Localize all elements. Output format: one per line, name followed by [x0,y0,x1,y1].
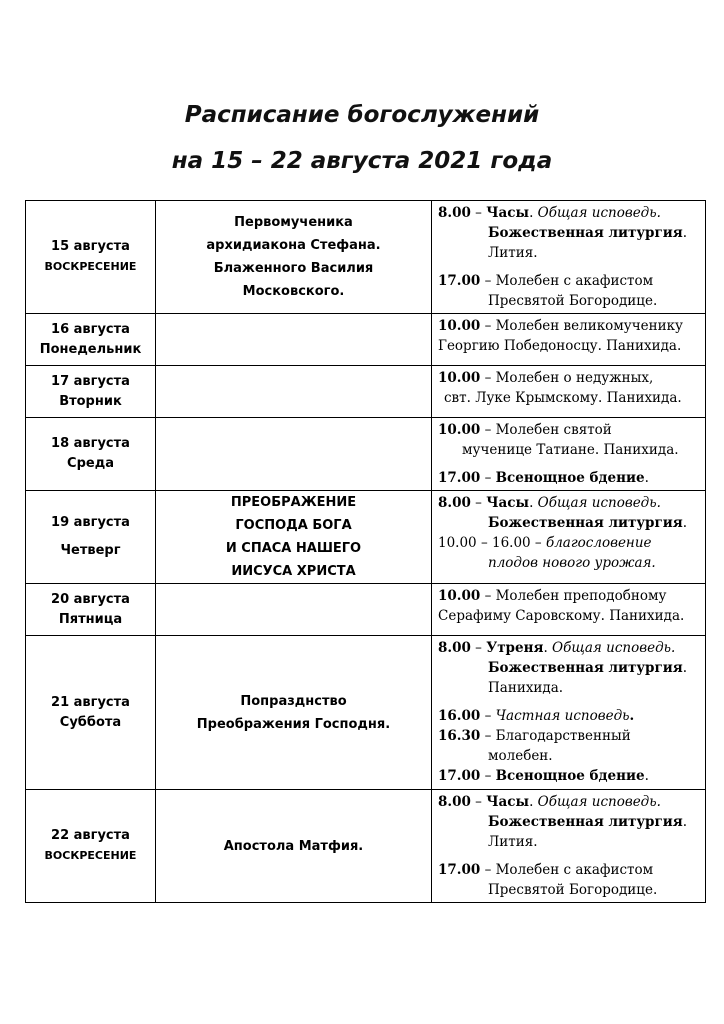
separator: . [682,660,688,676]
service-name: Божественная литургия [488,814,683,830]
service-line: Пресвятой Богородице. [488,882,658,898]
service-text: – Молебен великомученику [480,318,683,334]
service-time: 17.00 [438,862,481,878]
date-label: 16 августа [51,321,130,337]
service-name: Божественная литургия [488,660,683,676]
service-time: 8.00 [438,640,471,656]
feast-cell [156,636,432,790]
separator: . [529,205,538,221]
service-line [438,766,701,786]
table-row [26,790,706,903]
service-note: Общая исповедь. [552,640,676,656]
service-name: Всенощное бдение [495,470,645,486]
service-time: 8.00 [438,205,471,221]
feast-cell [156,790,432,903]
service-time: 10.00 [438,370,481,386]
service-line [438,638,701,658]
service-line [438,513,701,533]
weekday-label: Пятница [58,611,123,627]
dash: – [480,708,496,724]
separator: . [529,495,538,511]
service-text: – Молебен святой [480,422,612,438]
service-note: Общая исповедь. [537,794,661,810]
schedule-table [25,200,706,903]
service-time: 16.00 [438,708,481,724]
separator: . [682,225,688,241]
service-note: благословение [545,535,652,551]
service-name: Часы [486,205,530,221]
date-label: 21 августа [51,694,130,710]
services-cell [432,636,706,790]
service-line: Панихида. [488,680,564,696]
service-text: – Молебен преподобному [480,588,667,604]
service-text: – Молебен с акафистом [480,862,654,878]
date-cell [26,584,156,636]
date-label: 15 августа [51,239,130,254]
feast-cell [156,491,432,584]
date-cell [26,314,156,366]
separator: . [543,640,553,656]
table-row [26,418,706,491]
dash: – [470,640,487,656]
service-time: 17.00 [438,470,481,486]
feast-line: И СПАСА НАШЕГО [225,541,362,556]
dash: – [480,768,496,784]
service-name: Утреня [486,640,544,656]
feast-line: Попразднство [240,693,347,709]
feast-cell [156,584,432,636]
dash: – [480,470,496,486]
service-line: Лития. [488,245,538,261]
table-row [26,201,706,314]
service-line [438,468,701,488]
service-time: 10.00 [438,588,481,604]
services-cell [432,366,706,418]
services-cell [432,790,706,903]
service-time: 17.00 [438,768,481,784]
feast-line: Первомученика [234,215,353,230]
service-line [438,368,701,388]
service-line [438,792,701,812]
date-cell [26,201,156,314]
service-time: 10.00 [438,422,481,438]
service-name: Часы [486,794,530,810]
weekday-label: Вторник [59,393,122,409]
table-row [26,314,706,366]
separator: . [644,768,649,784]
services-cell [432,314,706,366]
services-cell [432,418,706,491]
page-subtitle: на 15 – 22 августа 2021 года [171,148,553,174]
service-name: Божественная литургия [488,225,683,241]
service-time: 10.00 [438,318,481,334]
service-text: – Молебен с акафистом [480,273,654,289]
service-time: 16.30 [438,728,481,744]
separator: . [629,708,635,724]
service-line [438,553,701,573]
date-label: 22 августа [51,828,130,843]
service-line [438,493,701,513]
service-time: 8.00 [438,794,471,810]
service-note: Общая исповедь. [537,205,661,221]
page-title: Расписание богослужений [184,102,540,128]
table-row [26,584,706,636]
weekday-label: Понедельник [39,341,142,357]
service-name: Всенощное бдение [495,768,645,784]
service-line [438,706,701,726]
service-line [438,726,701,746]
separator: . [644,470,649,486]
service-time: 8.00 [438,495,471,511]
services-cell [432,201,706,314]
services-cell [432,491,706,584]
feast-line: Апостола Матфия. [223,838,364,854]
feast-cell [156,366,432,418]
date-cell [26,636,156,790]
weekday-label: ВОСКРЕСЕНИЕ [44,260,137,273]
feast-line: ИИСУСА ХРИСТА [231,564,356,579]
service-line [438,223,701,243]
feast-cell [156,418,432,491]
service-line [438,812,701,832]
service-time-range: 10.00 – 16.00 – [438,535,546,551]
date-label: 19 августа [51,515,130,530]
weekday-label: ВОСКРЕСЕНИЕ [44,849,137,862]
dash: – [470,794,487,810]
service-note: Общая исповедь. [537,495,661,511]
service-line [438,271,701,291]
date-label: 18 августа [51,436,130,451]
service-line [438,533,701,553]
table-row [26,491,706,584]
date-cell [26,366,156,418]
service-line [438,420,701,440]
service-line [438,316,701,336]
weekday-label: Суббота [59,714,122,730]
service-line: Серафиму Саровскому. Панихида. [438,608,685,624]
service-line: Лития. [488,834,538,850]
date-cell [26,491,156,584]
date-label: 17 августа [51,373,130,389]
table-row [26,636,706,790]
service-note: плодов нового урожая. [488,555,656,571]
service-text: – Молебен о недужных, [480,370,654,386]
feast-line: ГОСПОДА БОГА [235,518,352,533]
separator: . [529,794,538,810]
service-name: Часы [486,495,530,511]
weekday-label: Четверг [60,543,121,558]
service-note: Частная исповедь [495,708,630,724]
date-label: 20 августа [51,591,130,607]
service-line: молебен. [488,748,553,764]
service-line [438,658,701,678]
date-cell [26,790,156,903]
service-line: Пресвятой Богородице. [488,293,658,309]
feast-line: Блаженного Василия [213,261,374,276]
feast-cell [156,201,432,314]
service-line: мученице Татиане. Панихида. [462,442,679,458]
feast-line: Преображения Господня. [196,716,391,732]
dash: – [470,205,487,221]
feast-line: архидиакона Стефана. [206,238,381,253]
services-cell [432,584,706,636]
feast-cell [156,314,432,366]
service-time: 17.00 [438,273,481,289]
service-name: Божественная литургия [488,515,683,531]
feast-line: ПРЕОБРАЖЕНИЕ [230,495,357,510]
service-line: свт. Луке Крымскому. Панихида. [444,390,682,406]
separator: . [682,814,688,830]
service-line [438,586,701,606]
date-cell [26,418,156,491]
dash: – [470,495,487,511]
weekday-label: Среда [67,456,114,471]
service-line: Георгию Победоносцу. Панихида. [438,338,682,354]
table-row [26,366,706,418]
service-text: – Благодарственный [480,728,631,744]
feast-line: Московского. [242,284,345,299]
separator: . [682,515,688,531]
service-line [438,203,701,223]
service-line [438,860,701,880]
